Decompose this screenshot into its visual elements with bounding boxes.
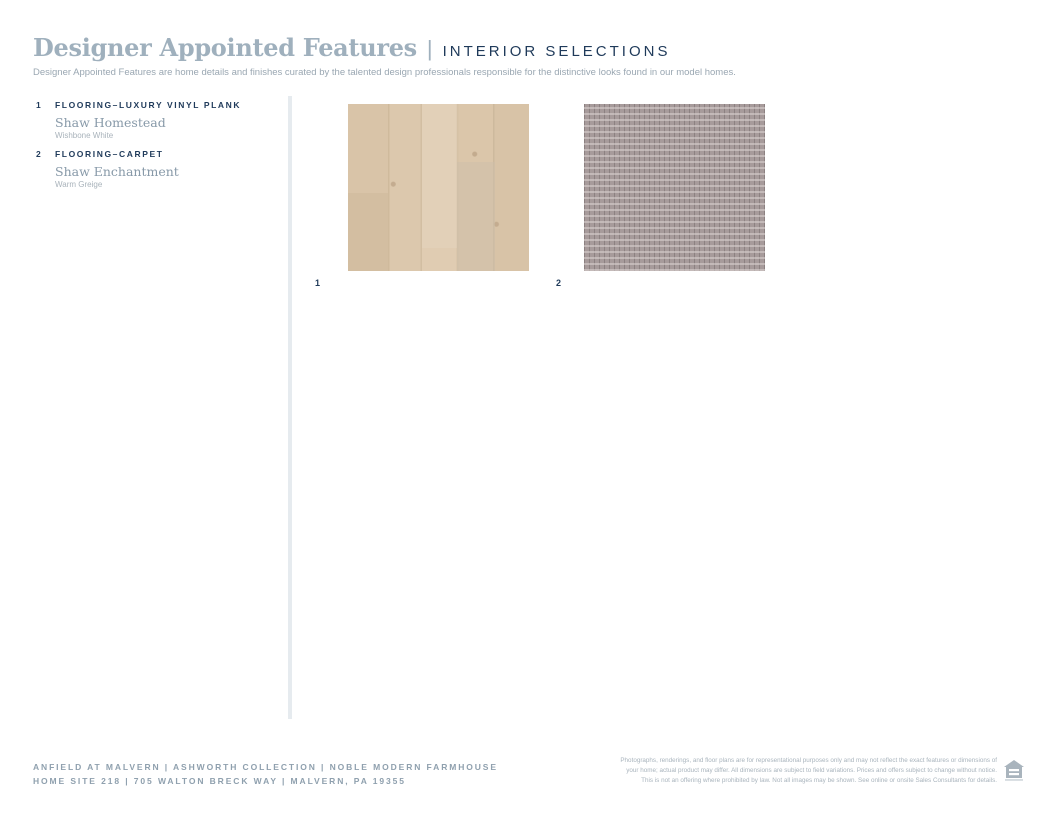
title-row xyxy=(33,33,1035,62)
footer-address xyxy=(33,760,498,788)
section-title: INTERIOR SELECTIONS xyxy=(442,43,671,60)
title-separator: | xyxy=(426,36,433,61)
item-product-name: Shaw Enchantment xyxy=(55,164,179,179)
plank-texture xyxy=(422,104,456,248)
swatch-number: 1 xyxy=(315,278,321,288)
swatch-number: 2 xyxy=(556,278,562,288)
item-header xyxy=(36,100,276,110)
vinyl-plank-swatch-image xyxy=(348,104,529,271)
item-number: 1 xyxy=(36,100,41,110)
equal-housing-opportunity-icon xyxy=(1002,758,1026,782)
carpet-swatch-image xyxy=(584,104,765,271)
disclaimer-line: This is not an offering where prohibited by law. Not all images may be shown. See online or onsite Sales Consultants for details. xyxy=(641,776,997,784)
vertical-divider xyxy=(288,96,292,719)
page-description: Designer Appointed Features are home details and finishes curated by the talented design professionals responsible for the distinctive looks found in our model homes. xyxy=(33,67,736,78)
item-header xyxy=(36,149,276,159)
item-color-name: Warm Greige xyxy=(55,180,103,189)
item-number: 2 xyxy=(36,149,41,159)
page-header xyxy=(33,33,1035,78)
list-item xyxy=(36,100,276,140)
item-category: FLOORING–LUXURY VINYL PLANK xyxy=(55,100,242,110)
selections-list xyxy=(36,100,276,198)
footer-homesite-line: HOME SITE 218 | 705 WALTON BRECK WAY | MALVERN, PA 19355 xyxy=(33,776,406,786)
footer-community-line: ANFIELD AT MALVERN | ASHWORTH COLLECTION | NOBLE MODERN FARMHOUSE xyxy=(33,762,498,772)
disclaimer-line: your home; actual product may differ. All dimensions are subject to field variations. Prices and offers subject to change without notice. xyxy=(626,766,997,774)
plank-texture xyxy=(348,193,388,271)
list-item xyxy=(36,149,276,189)
item-product-name: Shaw Homestead xyxy=(55,115,166,130)
footer-disclaimer xyxy=(520,756,997,785)
disclaimer-line: Photographs, renderings, and floor plans are for representational purposes only and may not reflect the exact features or dimensions of xyxy=(620,757,997,764)
item-color-name: Wishbone White xyxy=(55,131,114,140)
plank-texture xyxy=(457,162,495,271)
page-title: Designer Appointed Features xyxy=(33,33,417,62)
item-category: FLOORING–CARPET xyxy=(55,149,164,159)
